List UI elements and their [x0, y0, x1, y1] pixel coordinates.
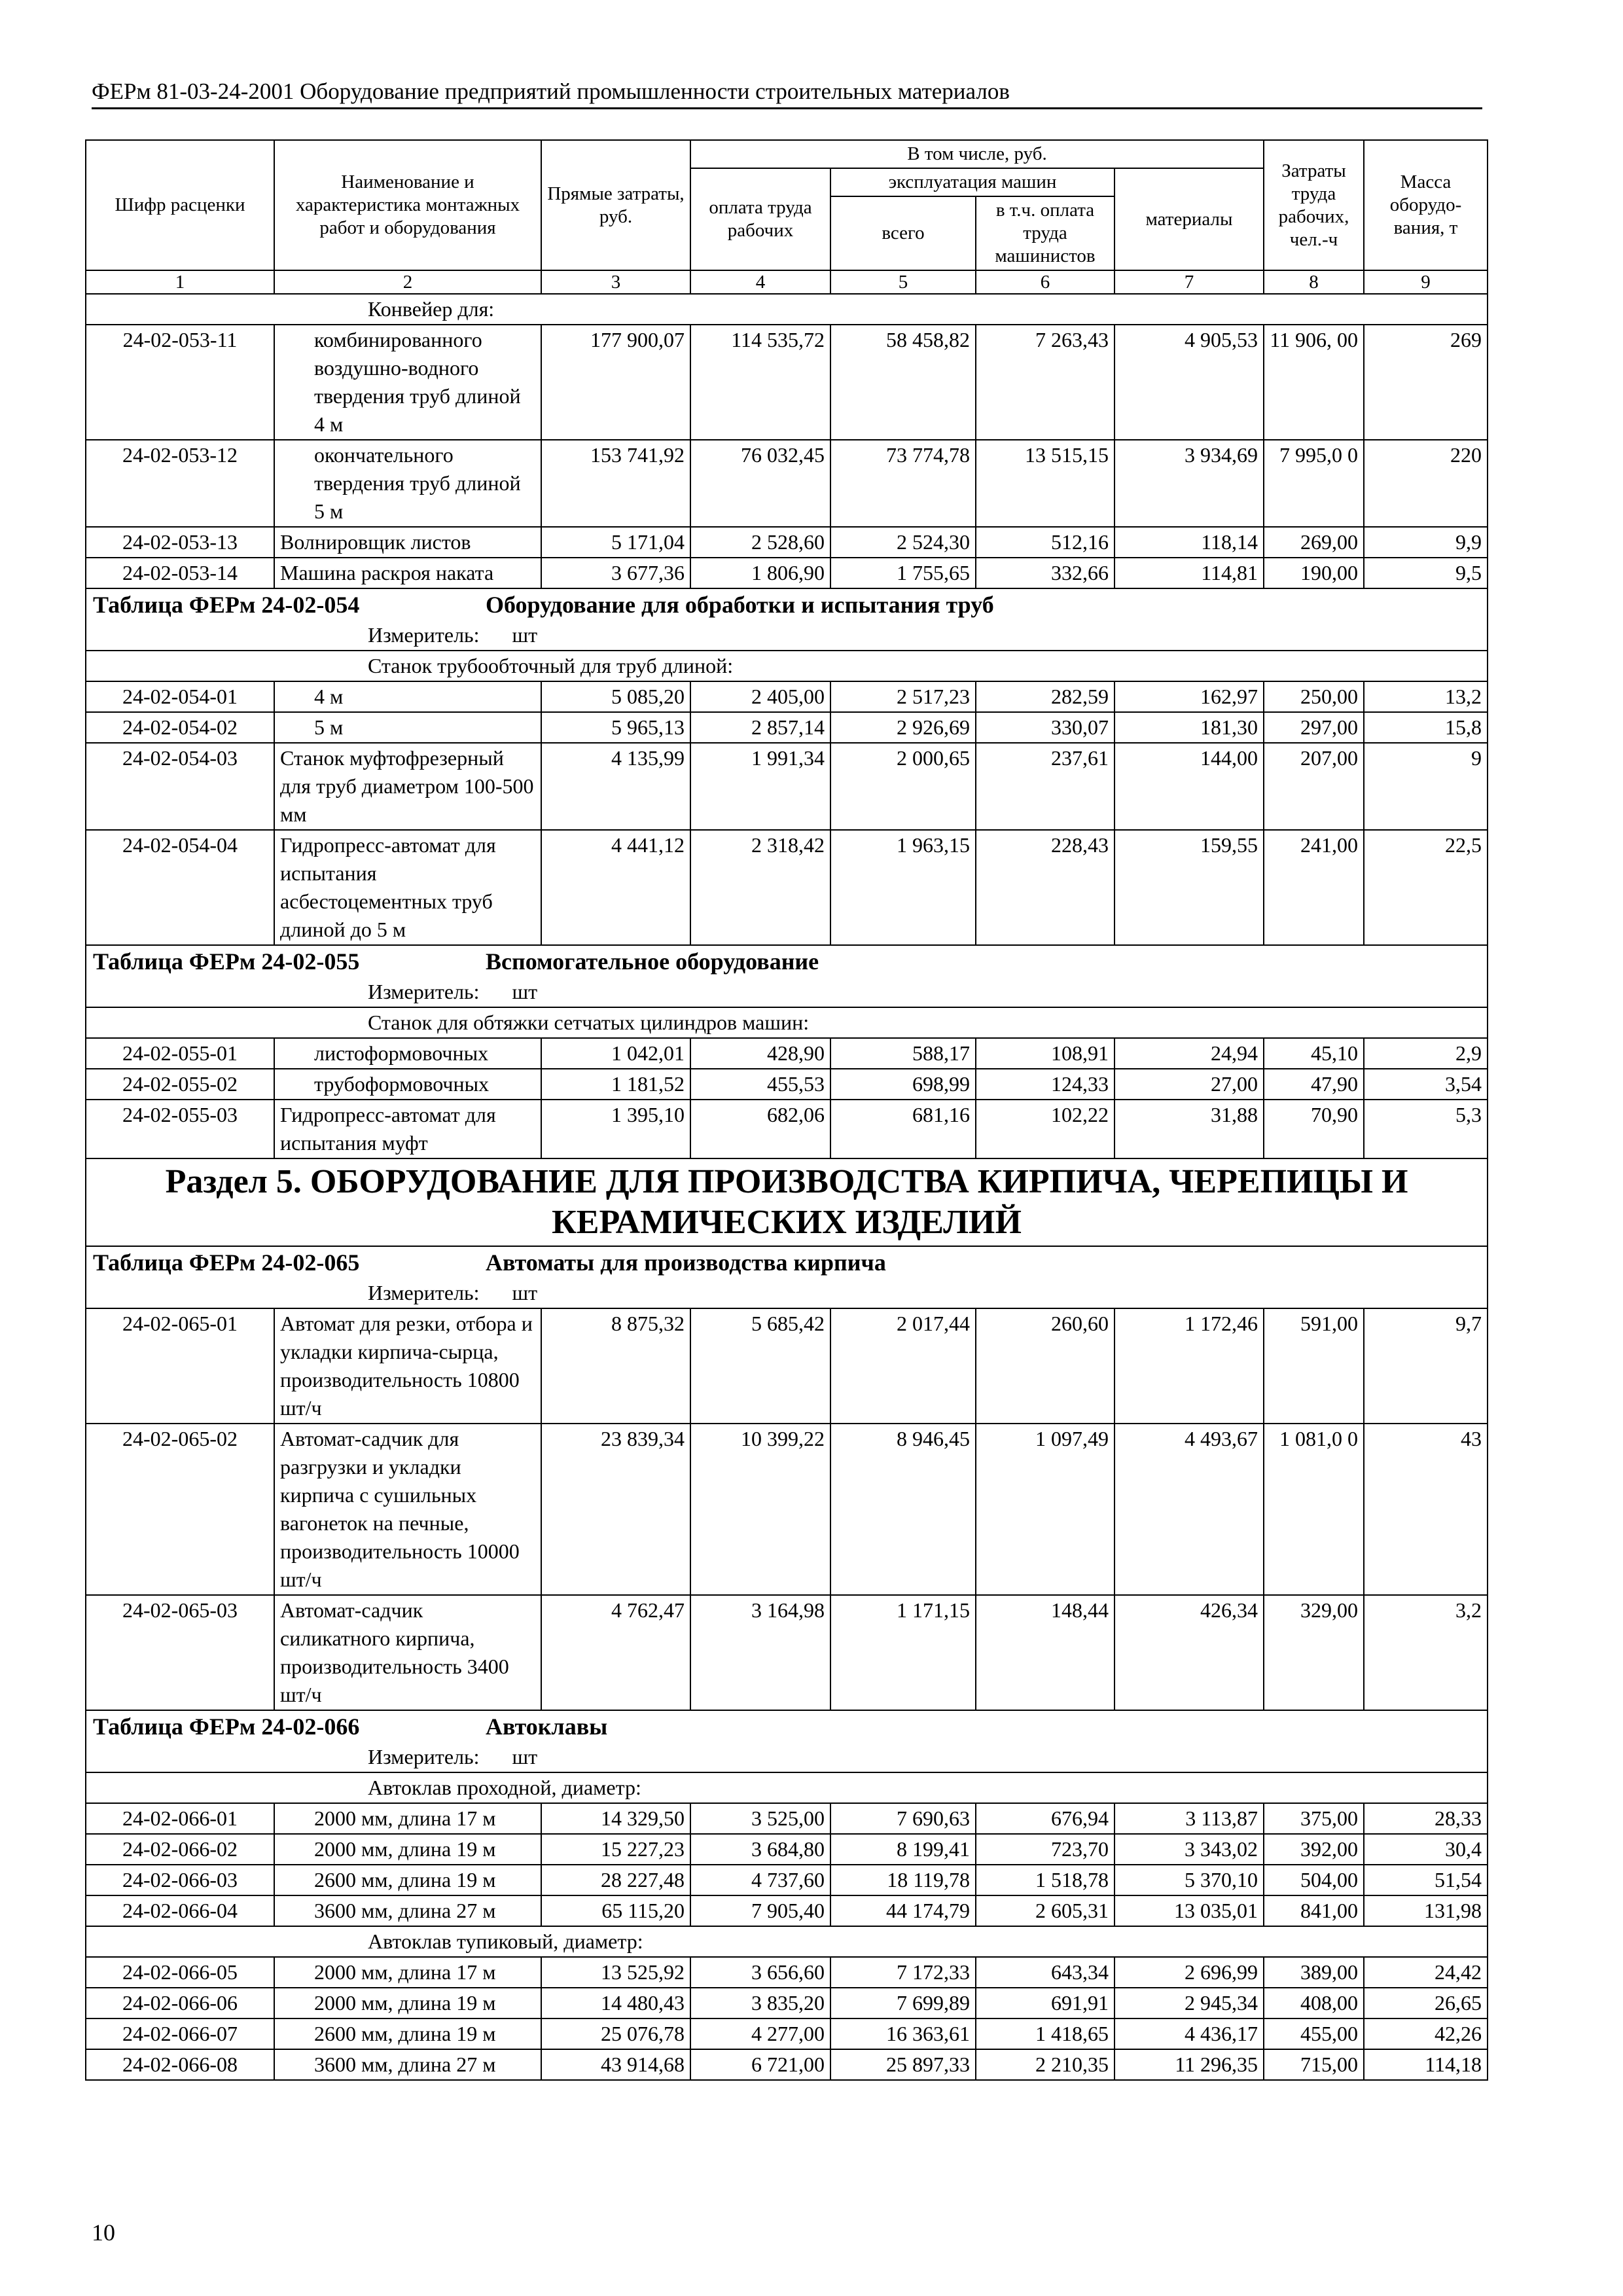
labor-hours: 392,00 [1264, 1834, 1364, 1865]
work-name: Волнировщик листов [274, 527, 541, 558]
direct-cost: 14 329,50 [541, 1803, 690, 1834]
table-caption [86, 1710, 1488, 1742]
col-machinists-header: в т.ч. оплата труда машинистов [976, 196, 1115, 270]
measure-row [86, 1742, 1488, 1772]
page-header: ФЕРм 81-03-24-2001 Оборудование предприятий промышленности строительных материалов [92, 77, 1482, 109]
table-caption [86, 588, 1488, 620]
materials-cost: 3 113,87 [1115, 1803, 1264, 1834]
table-row [86, 712, 1488, 743]
table-title: Автоматы для производства кирпича [486, 1249, 886, 1276]
materials-cost: 4 493,67 [1115, 1424, 1264, 1595]
machinists-wages: 124,33 [976, 1069, 1115, 1100]
table-number: Таблица ФЕРм 24-02-054 [93, 592, 360, 618]
equipment-mass: 9,9 [1364, 527, 1488, 558]
machines-total: 681,16 [830, 1100, 976, 1158]
direct-cost: 8 875,32 [541, 1308, 690, 1424]
equipment-mass: 24,42 [1364, 1957, 1488, 1988]
col-number: 4 [690, 270, 830, 294]
wages-cost: 1 991,34 [690, 743, 830, 830]
equipment-mass: 2,9 [1364, 1038, 1488, 1069]
work-name: 2600 мм, длина 19 м [274, 1865, 541, 1895]
machines-total: 2 017,44 [830, 1308, 976, 1424]
col-number: 3 [541, 270, 690, 294]
measure-label: Измеритель: [368, 980, 480, 1003]
labor-hours: 504,00 [1264, 1865, 1364, 1895]
wages-cost: 1 806,90 [690, 558, 830, 588]
labor-hours: 269,00 [1264, 527, 1364, 558]
rates-table [85, 139, 1488, 2081]
machinists-wages: 282,59 [976, 681, 1115, 712]
table-row [86, 1957, 1488, 1988]
wages-cost: 4 737,60 [690, 1865, 830, 1895]
table-row [86, 2049, 1488, 2080]
machines-total: 1 755,65 [830, 558, 976, 588]
work-name: 2600 мм, длина 19 м [274, 2018, 541, 2049]
work-name: 2000 мм, длина 17 м [274, 1957, 541, 1988]
group-row [86, 1007, 1488, 1038]
rate-code: 24-02-065-02 [86, 1424, 274, 1595]
table-caption [86, 1246, 1488, 1278]
machinists-wages: 1 418,65 [976, 2018, 1115, 2049]
direct-cost: 4 135,99 [541, 743, 690, 830]
work-name: Автомат-садчик силикатного кирпича, производительность 3400 шт/ч [274, 1595, 541, 1710]
table-title: Автоклавы [486, 1713, 608, 1740]
labor-hours: 241,00 [1264, 830, 1364, 945]
table-row [86, 1424, 1488, 1595]
machines-total: 7 690,63 [830, 1803, 976, 1834]
machinists-wages: 2 210,35 [976, 2049, 1115, 2080]
wages-cost: 3 835,20 [690, 1988, 830, 2018]
direct-cost: 1 181,52 [541, 1069, 690, 1100]
labor-hours: 7 995,0 0 [1264, 440, 1364, 527]
machines-total: 18 119,78 [830, 1865, 976, 1895]
rate-code: 24-02-054-02 [86, 712, 274, 743]
equipment-mass: 9,7 [1364, 1308, 1488, 1424]
measure-unit [86, 620, 1488, 651]
table-number: Таблица ФЕРм 24-02-065 [93, 1249, 360, 1276]
machines-total: 7 699,89 [830, 1988, 976, 2018]
table-row [86, 527, 1488, 558]
materials-cost: 4 905,53 [1115, 325, 1264, 440]
table-caption-row [86, 1246, 1488, 1278]
rate-code: 24-02-055-02 [86, 1069, 274, 1100]
labor-hours: 841,00 [1264, 1895, 1364, 1926]
measure-row [86, 620, 1488, 651]
machinists-wages: 691,91 [976, 1988, 1115, 2018]
machinists-wages: 13 515,15 [976, 440, 1115, 527]
col-wages-header: оплата труда рабочих [690, 168, 830, 270]
equipment-mass: 26,65 [1364, 1988, 1488, 2018]
work-name: 2000 мм, длина 17 м [274, 1803, 541, 1834]
machinists-wages: 512,16 [976, 527, 1115, 558]
wages-cost: 2 318,42 [690, 830, 830, 945]
rate-code: 24-02-066-01 [86, 1803, 274, 1834]
direct-cost: 13 525,92 [541, 1957, 690, 1988]
work-name: Гидропресс-автомат для испытания муфт [274, 1100, 541, 1158]
equipment-mass: 9 [1364, 743, 1488, 830]
labor-hours: 207,00 [1264, 743, 1364, 830]
rate-code: 24-02-066-03 [86, 1865, 274, 1895]
materials-cost: 159,55 [1115, 830, 1264, 945]
direct-cost: 15 227,23 [541, 1834, 690, 1865]
table-row [86, 440, 1488, 527]
machinists-wages: 108,91 [976, 1038, 1115, 1069]
table-title: Вспомогательное оборудование [486, 948, 819, 975]
labor-hours: 47,90 [1264, 1069, 1364, 1100]
materials-cost: 181,30 [1115, 712, 1264, 743]
machines-total: 16 363,61 [830, 2018, 976, 2049]
col-machines-header: эксплуатация машин [830, 168, 1115, 196]
col-number: 1 [86, 270, 274, 294]
work-name: 3600 мм, длина 27 м [274, 1895, 541, 1926]
machines-total: 8 199,41 [830, 1834, 976, 1865]
table-caption-row [86, 1710, 1488, 1742]
rate-code: 24-02-065-01 [86, 1308, 274, 1424]
labor-hours: 190,00 [1264, 558, 1364, 588]
work-name: 3600 мм, длина 27 м [274, 2049, 541, 2080]
machinists-wages: 1 097,49 [976, 1424, 1115, 1595]
table-row [86, 1865, 1488, 1895]
direct-cost: 4 441,12 [541, 830, 690, 945]
table-row [86, 1038, 1488, 1069]
labor-hours: 297,00 [1264, 712, 1364, 743]
wages-cost: 682,06 [690, 1100, 830, 1158]
machinists-wages: 228,43 [976, 830, 1115, 945]
wages-cost: 428,90 [690, 1038, 830, 1069]
table-row [86, 1100, 1488, 1158]
materials-cost: 144,00 [1115, 743, 1264, 830]
measure-unit [86, 977, 1488, 1007]
machines-total: 2 524,30 [830, 527, 976, 558]
col-incl-header: В том числе, руб. [690, 140, 1264, 168]
table-row [86, 558, 1488, 588]
machinists-wages: 102,22 [976, 1100, 1115, 1158]
measure-label: Измеритель: [368, 1745, 480, 1768]
materials-cost: 1 172,46 [1115, 1308, 1264, 1424]
materials-cost: 13 035,01 [1115, 1895, 1264, 1926]
machinists-wages: 676,94 [976, 1803, 1115, 1834]
wages-cost: 114 535,72 [690, 325, 830, 440]
section-title: Раздел 5. ОБОРУДОВАНИЕ ДЛЯ ПРОИЗВОДСТВА КИРПИЧА, ЧЕРЕПИЦЫ И КЕРАМИЧЕСКИХ ИЗДЕЛИЙ [86, 1158, 1488, 1246]
wages-cost: 2 528,60 [690, 527, 830, 558]
rate-code: 24-02-066-04 [86, 1895, 274, 1926]
measure-value: шт [512, 1281, 538, 1304]
direct-cost: 5 965,13 [541, 712, 690, 743]
machines-total: 2 517,23 [830, 681, 976, 712]
measure-value: шт [512, 980, 538, 1003]
col-number: 9 [1364, 270, 1488, 294]
col-mass-header: Масса оборудо-вания, т [1364, 140, 1488, 270]
wages-cost: 2 857,14 [690, 712, 830, 743]
work-name: Автомат-садчик для разгрузки и укладки кирпича с сушильных вагонеток на печные, производительность 10000 шт/ч [274, 1424, 541, 1595]
machines-total: 25 897,33 [830, 2049, 976, 2080]
labor-hours: 408,00 [1264, 1988, 1364, 2018]
rate-code: 24-02-053-12 [86, 440, 274, 527]
table-number: Таблица ФЕРм 24-02-055 [93, 948, 360, 975]
rate-code: 24-02-066-08 [86, 2049, 274, 2080]
col-name-header: Наименование и характеристика монтажных работ и оборудования [274, 140, 541, 270]
rate-code: 24-02-065-03 [86, 1595, 274, 1710]
materials-cost: 3 343,02 [1115, 1834, 1264, 1865]
machines-total: 698,99 [830, 1069, 976, 1100]
labor-hours: 375,00 [1264, 1803, 1364, 1834]
work-name: Машина раскроя наката [274, 558, 541, 588]
materials-cost: 5 370,10 [1115, 1865, 1264, 1895]
table-row [86, 681, 1488, 712]
table-caption-row [86, 588, 1488, 620]
wages-cost: 7 905,40 [690, 1895, 830, 1926]
work-name: окончательного твердения труб длиной 5 м [274, 440, 541, 527]
direct-cost: 14 480,43 [541, 1988, 690, 2018]
table-row [86, 1988, 1488, 2018]
machines-total: 73 774,78 [830, 440, 976, 527]
wages-cost: 3 656,60 [690, 1957, 830, 1988]
work-name: трубоформовочных [274, 1069, 541, 1100]
wages-cost: 76 032,45 [690, 440, 830, 527]
table-row [86, 1834, 1488, 1865]
work-name: Станок муфтофрезерный для труб диаметром 100-500 мм [274, 743, 541, 830]
machinists-wages: 148,44 [976, 1595, 1115, 1710]
measure-unit [86, 1278, 1488, 1308]
labor-hours: 1 081,0 0 [1264, 1424, 1364, 1595]
measure-label: Измеритель: [368, 1281, 480, 1304]
direct-cost: 1 395,10 [541, 1100, 690, 1158]
table-body [86, 140, 1488, 2080]
work-name: 2000 мм, длина 19 м [274, 1834, 541, 1865]
machinists-wages: 1 518,78 [976, 1865, 1115, 1895]
direct-cost: 23 839,34 [541, 1424, 690, 1595]
measure-unit [86, 1742, 1488, 1772]
table-title: Оборудование для обработки и испытания труб [486, 592, 994, 618]
machinists-wages: 330,07 [976, 712, 1115, 743]
work-name: Гидропресс-автомат для испытания асбестоцементных труб длиной до 5 м [274, 830, 541, 945]
labor-hours: 250,00 [1264, 681, 1364, 712]
labor-hours: 45,10 [1264, 1038, 1364, 1069]
wages-cost: 10 399,22 [690, 1424, 830, 1595]
materials-cost: 11 296,35 [1115, 2049, 1264, 2080]
col-total-header: всего [830, 196, 976, 270]
labor-hours: 591,00 [1264, 1308, 1364, 1424]
col-number: 5 [830, 270, 976, 294]
direct-cost: 5 171,04 [541, 527, 690, 558]
machinists-wages: 237,61 [976, 743, 1115, 830]
wages-cost: 4 277,00 [690, 2018, 830, 2049]
equipment-mass: 43 [1364, 1424, 1488, 1595]
equipment-mass: 28,33 [1364, 1803, 1488, 1834]
table-row [86, 2018, 1488, 2049]
col-direct-header: Прямые затраты, руб. [541, 140, 690, 270]
work-name: комбинированного воздушно-водного твердения труб длиной 4 м [274, 325, 541, 440]
machinists-wages: 2 605,31 [976, 1895, 1115, 1926]
equipment-mass: 13,2 [1364, 681, 1488, 712]
labor-hours: 70,90 [1264, 1100, 1364, 1158]
rate-code: 24-02-066-06 [86, 1988, 274, 2018]
machines-total: 2 000,65 [830, 743, 976, 830]
wages-cost: 3 684,80 [690, 1834, 830, 1865]
rate-code: 24-02-066-05 [86, 1957, 274, 1988]
direct-cost: 153 741,92 [541, 440, 690, 527]
machinists-wages: 332,66 [976, 558, 1115, 588]
direct-cost: 65 115,20 [541, 1895, 690, 1926]
table-row [86, 743, 1488, 830]
rate-code: 24-02-055-03 [86, 1100, 274, 1158]
equipment-mass: 3,2 [1364, 1595, 1488, 1710]
equipment-mass: 30,4 [1364, 1834, 1488, 1865]
labor-hours: 329,00 [1264, 1595, 1364, 1710]
materials-cost: 2 945,34 [1115, 1988, 1264, 2018]
measure-label: Измеритель: [368, 623, 480, 647]
table-row [86, 1069, 1488, 1100]
labor-hours: 455,00 [1264, 2018, 1364, 2049]
column-numbers-row [86, 270, 1488, 294]
col-materials-header: материалы [1115, 168, 1264, 270]
rate-code: 24-02-066-07 [86, 2018, 274, 2049]
measure-value: шт [512, 623, 538, 647]
table-row [86, 1308, 1488, 1424]
wages-cost: 5 685,42 [690, 1308, 830, 1424]
equipment-mass: 9,5 [1364, 558, 1488, 588]
wages-cost: 3 525,00 [690, 1803, 830, 1834]
machines-total: 8 946,45 [830, 1424, 976, 1595]
work-name: листоформовочных [274, 1038, 541, 1069]
rate-code: 24-02-066-02 [86, 1834, 274, 1865]
measure-value: шт [512, 1745, 538, 1768]
work-name: 2000 мм, длина 19 м [274, 1988, 541, 2018]
machinists-wages: 7 263,43 [976, 325, 1115, 440]
materials-cost: 24,94 [1115, 1038, 1264, 1069]
materials-cost: 118,14 [1115, 527, 1264, 558]
measure-row [86, 977, 1488, 1007]
wages-cost: 455,53 [690, 1069, 830, 1100]
materials-cost: 2 696,99 [1115, 1957, 1264, 1988]
group-label: Автоклав проходной, диаметр: [86, 1772, 1488, 1803]
table-caption [86, 945, 1488, 977]
col-number: 8 [1264, 270, 1364, 294]
group-label: Станок трубообточный для труб длиной: [86, 651, 1488, 681]
labor-hours: 715,00 [1264, 2049, 1364, 2080]
group-row [86, 294, 1488, 325]
equipment-mass: 131,98 [1364, 1895, 1488, 1926]
wages-cost: 6 721,00 [690, 2049, 830, 2080]
table-row [86, 830, 1488, 945]
direct-cost: 25 076,78 [541, 2018, 690, 2049]
group-label: Автоклав тупиковый, диаметр: [86, 1926, 1488, 1957]
rate-code: 24-02-054-04 [86, 830, 274, 945]
machines-total: 588,17 [830, 1038, 976, 1069]
equipment-mass: 269 [1364, 325, 1488, 440]
direct-cost: 177 900,07 [541, 325, 690, 440]
equipment-mass: 220 [1364, 440, 1488, 527]
materials-cost: 27,00 [1115, 1069, 1264, 1100]
materials-cost: 426,34 [1115, 1595, 1264, 1710]
table-caption-row [86, 945, 1488, 977]
materials-cost: 162,97 [1115, 681, 1264, 712]
machines-total: 58 458,82 [830, 325, 976, 440]
materials-cost: 114,81 [1115, 558, 1264, 588]
direct-cost: 5 085,20 [541, 681, 690, 712]
machinists-wages: 643,34 [976, 1957, 1115, 1988]
measure-row [86, 1278, 1488, 1308]
direct-cost: 1 042,01 [541, 1038, 690, 1069]
col-number: 7 [1115, 270, 1264, 294]
machines-total: 44 174,79 [830, 1895, 976, 1926]
equipment-mass: 51,54 [1364, 1865, 1488, 1895]
materials-cost: 31,88 [1115, 1100, 1264, 1158]
equipment-mass: 42,26 [1364, 2018, 1488, 2049]
rate-code: 24-02-054-01 [86, 681, 274, 712]
group-label: Конвейер для: [86, 294, 1488, 325]
equipment-mass: 3,54 [1364, 1069, 1488, 1100]
machines-total: 7 172,33 [830, 1957, 976, 1988]
materials-cost: 4 436,17 [1115, 2018, 1264, 2049]
machinists-wages: 260,60 [976, 1308, 1115, 1424]
group-row [86, 1926, 1488, 1957]
machines-total: 1 963,15 [830, 830, 976, 945]
work-name: 4 м [274, 681, 541, 712]
machines-total: 2 926,69 [830, 712, 976, 743]
work-name: Автомат для резки, отбора и укладки кирпича-сырца, производительность 10800 шт/ч [274, 1308, 541, 1424]
equipment-mass: 22,5 [1364, 830, 1488, 945]
table-number: Таблица ФЕРм 24-02-066 [93, 1713, 360, 1740]
equipment-mass: 114,18 [1364, 2049, 1488, 2080]
section-row [86, 1158, 1488, 1246]
direct-cost: 28 227,48 [541, 1865, 690, 1895]
labor-hours: 389,00 [1264, 1957, 1364, 1988]
wages-cost: 3 164,98 [690, 1595, 830, 1710]
table-row [86, 1595, 1488, 1710]
table-row [86, 325, 1488, 440]
col-code-header: Шифр расценки [86, 140, 274, 270]
machines-total: 1 171,15 [830, 1595, 976, 1710]
equipment-mass: 5,3 [1364, 1100, 1488, 1158]
equipment-mass: 15,8 [1364, 712, 1488, 743]
group-row [86, 1772, 1488, 1803]
materials-cost: 3 934,69 [1115, 440, 1264, 527]
page-number: 10 [92, 2219, 115, 2246]
labor-hours: 11 906, 00 [1264, 325, 1364, 440]
table-row [86, 1895, 1488, 1926]
work-name: 5 м [274, 712, 541, 743]
group-row [86, 651, 1488, 681]
direct-cost: 4 762,47 [541, 1595, 690, 1710]
rate-code: 24-02-053-11 [86, 325, 274, 440]
table-row [86, 1803, 1488, 1834]
rate-code: 24-02-055-01 [86, 1038, 274, 1069]
rate-code: 24-02-053-13 [86, 527, 274, 558]
direct-cost: 3 677,36 [541, 558, 690, 588]
col-labor-header: Затраты труда рабочих, чел.-ч [1264, 140, 1364, 270]
col-number: 6 [976, 270, 1115, 294]
col-number: 2 [274, 270, 541, 294]
wages-cost: 2 405,00 [690, 681, 830, 712]
rate-code: 24-02-053-14 [86, 558, 274, 588]
group-label: Станок для обтяжки сетчатых цилиндров машин: [86, 1007, 1488, 1038]
direct-cost: 43 914,68 [541, 2049, 690, 2080]
machinists-wages: 723,70 [976, 1834, 1115, 1865]
header-row [86, 140, 1488, 168]
rate-code: 24-02-054-03 [86, 743, 274, 830]
